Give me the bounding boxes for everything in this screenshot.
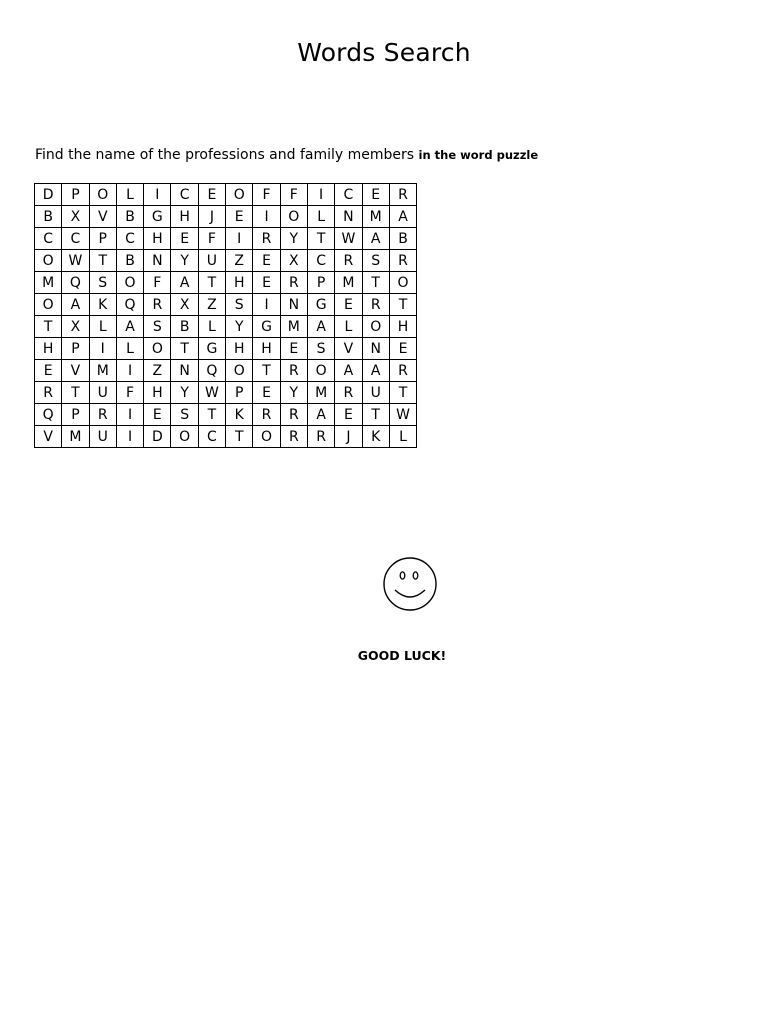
puzzle-cell: E	[144, 404, 171, 426]
puzzle-row	[35, 316, 417, 338]
puzzle-cell: N	[171, 360, 198, 382]
puzzle-cell: H	[144, 228, 171, 250]
puzzle-cell: R	[253, 404, 280, 426]
word-search-grid	[34, 183, 417, 448]
puzzle-cell: G	[253, 316, 280, 338]
puzzle-cell: R	[389, 184, 416, 206]
puzzle-cell: E	[362, 184, 389, 206]
puzzle-cell: U	[198, 250, 225, 272]
puzzle-cell: Q	[198, 360, 225, 382]
puzzle-cell: B	[116, 206, 143, 228]
puzzle-cell: M	[280, 316, 307, 338]
puzzle-cell: T	[35, 316, 62, 338]
puzzle-cell: T	[62, 382, 89, 404]
puzzle-cell: O	[35, 294, 62, 316]
puzzle-row	[35, 294, 417, 316]
instructions-text: Find the name of the professions and family members	[35, 147, 415, 163]
puzzle-cell: V	[62, 360, 89, 382]
puzzle-cell: W	[198, 382, 225, 404]
puzzle-cell: Z	[198, 294, 225, 316]
puzzle-cell: R	[280, 272, 307, 294]
puzzle-cell: P	[307, 272, 334, 294]
puzzle-cell: L	[89, 316, 116, 338]
puzzle-cell: W	[389, 404, 416, 426]
puzzle-cell: T	[389, 294, 416, 316]
puzzle-row	[35, 338, 417, 360]
puzzle-cell: B	[389, 228, 416, 250]
puzzle-cell: Z	[226, 250, 253, 272]
puzzle-cell: A	[171, 272, 198, 294]
puzzle-cell: R	[362, 294, 389, 316]
puzzle-cell: M	[62, 426, 89, 448]
puzzle-cell: V	[89, 206, 116, 228]
puzzle-cell: O	[253, 426, 280, 448]
puzzle-cell: R	[35, 382, 62, 404]
puzzle-cell: P	[226, 382, 253, 404]
puzzle-cell: C	[35, 228, 62, 250]
puzzle-cell: S	[89, 272, 116, 294]
puzzle-cell: R	[280, 426, 307, 448]
puzzle-cell: V	[35, 426, 62, 448]
puzzle-cell: N	[280, 294, 307, 316]
puzzle-cell: W	[335, 228, 362, 250]
puzzle-cell: S	[171, 404, 198, 426]
puzzle-cell: H	[35, 338, 62, 360]
puzzle-cell: L	[198, 316, 225, 338]
puzzle-cell: O	[280, 206, 307, 228]
puzzle-cell: R	[253, 228, 280, 250]
puzzle-cell: I	[253, 294, 280, 316]
puzzle-cell: P	[89, 228, 116, 250]
puzzle-cell: M	[307, 382, 334, 404]
puzzle-cell: W	[62, 250, 89, 272]
puzzle-cell: I	[116, 404, 143, 426]
puzzle-cell: O	[389, 272, 416, 294]
puzzle-cell: Z	[144, 360, 171, 382]
puzzle-cell: C	[198, 426, 225, 448]
puzzle-cell: Y	[280, 228, 307, 250]
puzzle-cell: U	[362, 382, 389, 404]
puzzle-cell: I	[307, 184, 334, 206]
puzzle-cell: G	[144, 206, 171, 228]
puzzle-cell: L	[335, 316, 362, 338]
puzzle-cell: O	[226, 184, 253, 206]
puzzle-cell: P	[62, 184, 89, 206]
puzzle-cell: X	[171, 294, 198, 316]
puzzle-cell: C	[307, 250, 334, 272]
puzzle-cell: N	[144, 250, 171, 272]
puzzle-cell: A	[62, 294, 89, 316]
puzzle-cell: E	[335, 294, 362, 316]
puzzle-cell: T	[362, 404, 389, 426]
puzzle-cell: I	[144, 184, 171, 206]
instructions	[35, 147, 538, 163]
puzzle-cell: A	[307, 316, 334, 338]
puzzle-cell: F	[253, 184, 280, 206]
puzzle-cell: E	[335, 404, 362, 426]
puzzle-cell: R	[389, 360, 416, 382]
puzzle-row	[35, 272, 417, 294]
puzzle-cell: O	[144, 338, 171, 360]
puzzle-cell: R	[389, 250, 416, 272]
puzzle-cell: C	[335, 184, 362, 206]
puzzle-cell: C	[116, 228, 143, 250]
instructions-bold-text: in the word puzzle	[418, 148, 539, 162]
puzzle-cell: S	[307, 338, 334, 360]
page-title: Words Search	[297, 38, 471, 67]
puzzle-cell: A	[307, 404, 334, 426]
puzzle-cell: E	[198, 184, 225, 206]
puzzle-cell: S	[226, 294, 253, 316]
puzzle-cell: F	[198, 228, 225, 250]
puzzle-cell: B	[171, 316, 198, 338]
puzzle-cell: M	[335, 272, 362, 294]
puzzle-cell: M	[35, 272, 62, 294]
puzzle-cell: T	[198, 272, 225, 294]
puzzle-cell: B	[35, 206, 62, 228]
puzzle-cell: D	[144, 426, 171, 448]
puzzle-cell: I	[226, 228, 253, 250]
puzzle-cell: T	[389, 382, 416, 404]
puzzle-cell: C	[62, 228, 89, 250]
puzzle-cell: E	[253, 382, 280, 404]
puzzle-cell: T	[307, 228, 334, 250]
puzzle-cell: A	[116, 316, 143, 338]
puzzle-cell: T	[362, 272, 389, 294]
puzzle-cell: I	[253, 206, 280, 228]
puzzle-cell: K	[362, 426, 389, 448]
puzzle-cell: A	[362, 360, 389, 382]
puzzle-cell: M	[89, 360, 116, 382]
puzzle-cell: O	[89, 184, 116, 206]
puzzle-cell: R	[144, 294, 171, 316]
puzzle-cell: L	[307, 206, 334, 228]
puzzle-cell: S	[144, 316, 171, 338]
puzzle-cell: K	[226, 404, 253, 426]
puzzle-cell: O	[362, 316, 389, 338]
puzzle-row	[35, 360, 417, 382]
puzzle-cell: N	[335, 206, 362, 228]
puzzle-cell: S	[362, 250, 389, 272]
puzzle-cell: G	[307, 294, 334, 316]
puzzle-cell: T	[171, 338, 198, 360]
puzzle-cell: R	[307, 426, 334, 448]
puzzle-cell: L	[116, 184, 143, 206]
puzzle-cell: H	[171, 206, 198, 228]
puzzle-cell: E	[280, 338, 307, 360]
puzzle-cell: X	[280, 250, 307, 272]
puzzle-cell: P	[62, 404, 89, 426]
puzzle-cell: Y	[226, 316, 253, 338]
puzzle-cell: X	[62, 316, 89, 338]
puzzle-cell: R	[335, 250, 362, 272]
puzzle-cell: H	[144, 382, 171, 404]
puzzle-row	[35, 426, 417, 448]
puzzle-row	[35, 404, 417, 426]
puzzle-cell: Y	[280, 382, 307, 404]
puzzle-cell: T	[198, 404, 225, 426]
puzzle-cell: O	[116, 272, 143, 294]
puzzle-cell: C	[171, 184, 198, 206]
puzzle-cell: Q	[116, 294, 143, 316]
puzzle-cell: D	[35, 184, 62, 206]
puzzle-cell: T	[226, 426, 253, 448]
puzzle-cell: T	[253, 360, 280, 382]
puzzle-cell: P	[62, 338, 89, 360]
smiley-face-icon	[382, 556, 438, 612]
puzzle-cell: Q	[35, 404, 62, 426]
puzzle-cell: O	[35, 250, 62, 272]
puzzle-cell: V	[335, 338, 362, 360]
puzzle-cell: H	[253, 338, 280, 360]
puzzle-cell: E	[226, 206, 253, 228]
puzzle-cell: U	[89, 382, 116, 404]
puzzle-cell: R	[280, 360, 307, 382]
puzzle-cell: L	[116, 338, 143, 360]
good-luck-text: GOOD LUCK!	[357, 648, 447, 663]
puzzle-cell: R	[89, 404, 116, 426]
puzzle-cell: B	[116, 250, 143, 272]
puzzle-cell: R	[280, 404, 307, 426]
puzzle-cell: T	[89, 250, 116, 272]
puzzle-cell: K	[89, 294, 116, 316]
puzzle-cell: F	[144, 272, 171, 294]
puzzle-row	[35, 184, 417, 206]
puzzle-cell: H	[389, 316, 416, 338]
puzzle-cell: J	[335, 426, 362, 448]
puzzle-cell: R	[335, 382, 362, 404]
puzzle-cell: N	[362, 338, 389, 360]
puzzle-cell: Y	[171, 250, 198, 272]
puzzle-cell: A	[362, 228, 389, 250]
puzzle-cell: I	[116, 426, 143, 448]
puzzle-cell: M	[362, 206, 389, 228]
puzzle-cell: U	[89, 426, 116, 448]
puzzle-cell: O	[171, 426, 198, 448]
puzzle-cell: F	[116, 382, 143, 404]
puzzle-cell: J	[198, 206, 225, 228]
puzzle-cell: A	[335, 360, 362, 382]
puzzle-cell: E	[253, 272, 280, 294]
puzzle-cell: O	[226, 360, 253, 382]
puzzle-cell: H	[226, 272, 253, 294]
puzzle-cell: I	[116, 360, 143, 382]
puzzle-row	[35, 382, 417, 404]
puzzle-row	[35, 228, 417, 250]
puzzle-cell: E	[171, 228, 198, 250]
puzzle-cell: Y	[171, 382, 198, 404]
puzzle-cell: I	[89, 338, 116, 360]
puzzle-cell: X	[62, 206, 89, 228]
puzzle-cell: Q	[62, 272, 89, 294]
puzzle-cell: E	[253, 250, 280, 272]
puzzle-cell: E	[389, 338, 416, 360]
puzzle-cell: E	[35, 360, 62, 382]
puzzle-row	[35, 250, 417, 272]
puzzle-cell: O	[307, 360, 334, 382]
puzzle-cell: H	[226, 338, 253, 360]
puzzle-row	[35, 206, 417, 228]
puzzle-cell: A	[389, 206, 416, 228]
puzzle-cell: G	[198, 338, 225, 360]
puzzle-cell: F	[280, 184, 307, 206]
puzzle-cell: L	[389, 426, 416, 448]
